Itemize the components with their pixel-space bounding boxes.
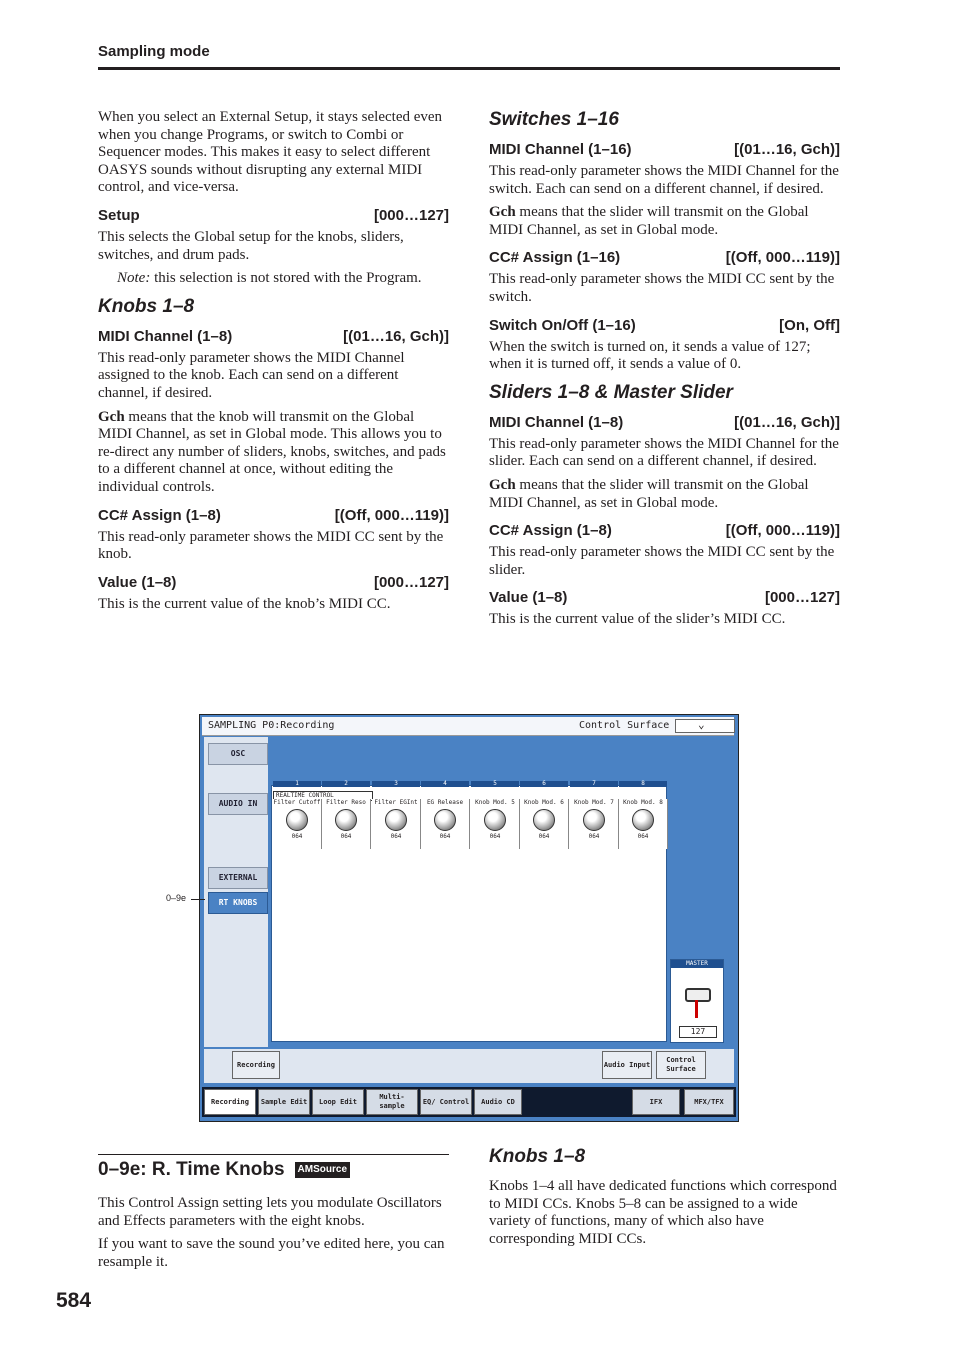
page-number: 584 [56, 1289, 92, 1312]
control-surface-button[interactable]: Control Surface [656, 1051, 706, 1079]
knob-cell[interactable]: Knob Mod. 8 064 [619, 799, 668, 849]
param-sw-cc-assign: CC# Assign (1–16) [(Off, 000…119)] [489, 249, 840, 267]
param-sw-midi-channel: MIDI Channel (1–16) [(01…16, Gch)] [489, 141, 840, 158]
knob-cell[interactable]: Knob Mod. 6 064 [520, 799, 569, 849]
knob-icon [583, 809, 605, 831]
param-value: Value (1–8) [000…127] [98, 573, 449, 591]
slider-stem [695, 1000, 698, 1018]
tab-sample-edit[interactable]: Sample Edit [258, 1089, 310, 1115]
left-column [98, 109, 449, 619]
section-rule [98, 1154, 449, 1155]
section-title-switches: Switches 1–16 [489, 109, 619, 130]
section-title-knobs: Knobs 1–8 [98, 295, 195, 317]
knob-cell[interactable]: EG Release 064 [421, 799, 470, 849]
callout-line [191, 899, 205, 900]
knob-number: 5 [471, 781, 519, 787]
page-menu-dropdown[interactable] [675, 719, 735, 733]
midi-channel-desc: This read-only parameter shows the MIDI Channel assigned to the knob. Each can send on a different channel, if desired. [98, 349, 405, 401]
section-title-0-9e: 0–9e: R. Time Knobs AMSource [98, 1159, 449, 1181]
running-header: Sampling mode [98, 43, 210, 60]
master-slider-panel[interactable] [670, 959, 724, 1043]
side-tab-external[interactable]: EXTERNAL [208, 867, 268, 889]
tab-eq-control[interactable]: EQ/ Control [420, 1089, 472, 1115]
knob-number: 6 [520, 781, 568, 787]
chevron-down-icon: ⌄ [698, 718, 705, 731]
side-tab-audio-in[interactable]: AUDIO IN [208, 793, 268, 815]
section-title-sliders: Sliders 1–8 & Master Slider [489, 381, 733, 403]
knob-number: 1 [273, 781, 321, 787]
side-tab-osc[interactable]: OSC [208, 743, 268, 765]
sl-gch-desc: Gch means that the slider will transmit on the Global MIDI Channel, as set in Global mode. [489, 476, 809, 511]
sl-cc-desc: This read-only parameter shows the MIDI CC sent by the slider. [489, 544, 835, 578]
tab-ifx[interactable]: IFX [632, 1089, 680, 1115]
cc-assign-desc: This read-only parameter shows the MIDI CC sent by the knob. [98, 528, 444, 563]
knob-icon [335, 809, 357, 831]
screen-page-title: Control Surface [579, 720, 670, 731]
knob-icon [632, 809, 654, 831]
knob-icon [385, 809, 407, 831]
screen-title: SAMPLING P0:Recording [208, 720, 335, 731]
intro-paragraph: When you select an External Setup, it stays selected even when you change Programs, or switch to Combi or Sequencer modes. This makes it easy to select different OASYS sounds without disrupting any external MIDI control, and vice-versa. [98, 109, 443, 196]
knob-cell[interactable]: Knob Mod. 5 064 [471, 799, 520, 849]
control-surface-screen [199, 714, 739, 1122]
section-0-9e-p1: This Control Assign setting lets you modulate Oscillators and Effects parameters with the eight knobs. [98, 1195, 442, 1229]
param-sl-midi-channel: MIDI Channel (1–8) [(01…16, Gch)] [489, 413, 840, 431]
tab-mfx-tfx[interactable]: MFX/TFX [684, 1089, 734, 1115]
master-value: 127 [679, 1026, 717, 1038]
knob-cell[interactable]: Filter Reso 064 [322, 799, 371, 849]
sw-midi-desc: This read-only parameter shows the MIDI Channel for the switch. Each can send on a different channel, if desired. [489, 163, 839, 197]
right-column [489, 109, 840, 635]
amsource-badge: AMSource [295, 1162, 350, 1178]
sl-midi-desc: This read-only parameter shows the MIDI Channel for the slider. Each can send on a different channel, if desired. [489, 435, 839, 470]
side-tab-panel [204, 737, 268, 1047]
knob-icon [286, 809, 308, 831]
gch-desc: Gch means that the knob will transmit on the Global MIDI Channel, as set in Global mode. This allows you to re-direct any number of sliders, knobs, switches, and pads to a different channel at once, without editing the individual controls. [98, 408, 446, 495]
header-rule [98, 67, 840, 70]
sw-gch-desc: Gch means that the slider will transmit on the Global MIDI Channel, as set in Global mode. [489, 204, 809, 238]
sw-onoff-desc: When the switch is turned on, it sends a value of 127; when it is turned off, it sends a value of 0. [489, 338, 811, 373]
screen-title-bar [202, 717, 734, 736]
param-sl-value: Value (1–8) [000…127] [489, 589, 840, 607]
param-midi-channel: MIDI Channel (1–8) [(01…16, Gch)] [98, 327, 449, 345]
knob-cell[interactable]: Filter EGInt 064 [372, 799, 421, 849]
param-sw-onoff: Switch On/Off (1–16) [On, Off] [489, 316, 840, 334]
side-tab-rt-knobs[interactable]: RT KNOBS [208, 892, 268, 914]
knob-icon [484, 809, 506, 831]
knob-number: 8 [619, 781, 667, 787]
knobs-bottom-p1: Knobs 1–4 all have dedicated functions which correspond to MIDI CCs. Knobs 5–8 can be assigned to a wide variety of functions, many of which also have corresponding MIDI CCs. [489, 1178, 837, 1247]
main-tab-bar [202, 1087, 736, 1117]
figure-callout: 0–9e [166, 893, 187, 903]
tab-loop-edit[interactable]: Loop Edit [312, 1089, 364, 1115]
master-label: MASTER [671, 960, 723, 968]
section-title-knobs-bottom: Knobs 1–8 [489, 1146, 586, 1167]
param-setup: Setup [000…127] [98, 206, 449, 224]
tab-recording[interactable]: Recording [204, 1089, 256, 1115]
knob-icon [533, 809, 555, 831]
sw-cc-desc: This read-only parameter shows the MIDI CC sent by the switch. [489, 271, 835, 305]
setup-note: Note: this selection is not stored with the Program. [117, 270, 422, 287]
tab-audio-cd[interactable]: Audio CD [474, 1089, 522, 1115]
value-desc: This is the current value of the knob’s MIDI CC. [98, 595, 391, 612]
section-0-9e [98, 1154, 449, 1277]
knob-cell[interactable]: Knob Mod. 7 064 [570, 799, 619, 849]
param-cc-assign: CC# Assign (1–8) [(Off, 000…119)] [98, 506, 449, 524]
section-0-9e-p2: If you want to save the sound you’ve edited here, you can resample it. [98, 1236, 445, 1270]
knob-cell[interactable]: Filter Cutoff 064 [273, 799, 322, 849]
knob-number: 4 [421, 781, 469, 787]
tab-multi-sample[interactable]: Multi-sample [366, 1089, 418, 1115]
realtime-control-label: REALTIME CONTROL [273, 791, 373, 801]
knob-number: 2 [322, 781, 370, 787]
page-button-bar [204, 1049, 734, 1083]
knob-number: 7 [570, 781, 618, 787]
sl-value-desc: This is the current value of the slider’s MIDI CC. [489, 611, 786, 628]
knob-icon [434, 809, 456, 831]
slider-handle-icon [685, 988, 711, 1002]
recording-button[interactable]: Recording [232, 1051, 280, 1079]
param-sl-cc-assign: CC# Assign (1–8) [(Off, 000…119)] [489, 522, 840, 540]
knob-number: 3 [372, 781, 420, 787]
audio-input-button[interactable]: Audio Input [602, 1051, 652, 1079]
setup-desc: This selects the Global setup for the knobs, sliders, switches, and drum pads. [98, 228, 404, 263]
section-knobs-bottom [489, 1146, 840, 1254]
